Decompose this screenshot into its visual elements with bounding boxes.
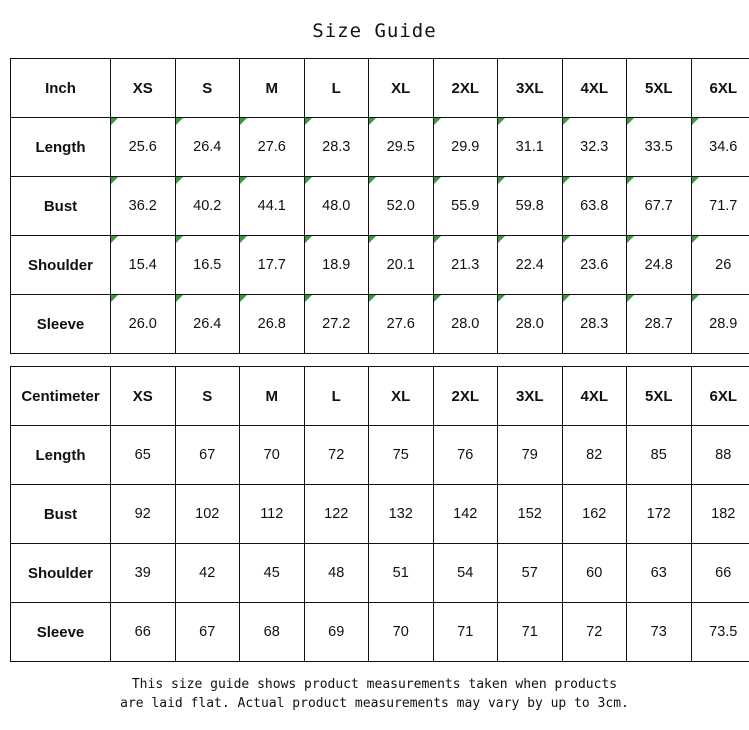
cell-bust-l: 122	[304, 485, 369, 544]
cell-shoulder-s: 16.5	[175, 236, 240, 295]
cell-length-2xl: 29.9	[433, 118, 498, 177]
cell-bust-6xl: 182	[691, 485, 749, 544]
cell-length-s: 67	[175, 426, 240, 485]
row-label-bust: Bust	[11, 177, 111, 236]
cell-length-s: 26.4	[175, 118, 240, 177]
size-header-4xl: 4XL	[562, 367, 627, 426]
size-header-m: M	[240, 59, 305, 118]
size-header-xl: XL	[369, 367, 434, 426]
size-table-centimeter	[10, 366, 749, 662]
cell-bust-m: 112	[240, 485, 305, 544]
cell-shoulder-xl: 51	[369, 544, 434, 603]
cell-shoulder-5xl: 24.8	[627, 236, 692, 295]
cell-sleeve-m: 68	[240, 603, 305, 662]
cell-length-3xl: 31.1	[498, 118, 563, 177]
footnote	[0, 662, 749, 730]
cell-length-2xl: 76	[433, 426, 498, 485]
cell-sleeve-s: 26.4	[175, 295, 240, 354]
cell-sleeve-3xl: 28.0	[498, 295, 563, 354]
row-label-length: Length	[11, 426, 111, 485]
cell-sleeve-5xl: 73	[627, 603, 692, 662]
table-row	[11, 118, 749, 177]
cell-shoulder-m: 17.7	[240, 236, 305, 295]
row-label-bust: Bust	[11, 485, 111, 544]
size-header-6xl: 6XL	[691, 59, 749, 118]
cell-length-4xl: 82	[562, 426, 627, 485]
row-label-length: Length	[11, 118, 111, 177]
size-header-xl: XL	[369, 59, 434, 118]
cell-shoulder-2xl: 21.3	[433, 236, 498, 295]
cell-length-6xl: 88	[691, 426, 749, 485]
size-header-2xl: 2XL	[433, 59, 498, 118]
unit-label-centimeter: Centimeter	[11, 367, 111, 426]
cell-sleeve-4xl: 28.3	[562, 295, 627, 354]
cell-shoulder-6xl: 66	[691, 544, 749, 603]
cell-length-m: 70	[240, 426, 305, 485]
table-row	[11, 236, 749, 295]
table-row	[11, 426, 749, 485]
cell-bust-4xl: 63.8	[562, 177, 627, 236]
cell-length-xl: 29.5	[369, 118, 434, 177]
cell-length-5xl: 33.5	[627, 118, 692, 177]
size-header-s: S	[175, 59, 240, 118]
cell-shoulder-l: 18.9	[304, 236, 369, 295]
table-header-row	[11, 59, 749, 118]
cell-bust-xl: 132	[369, 485, 434, 544]
size-header-m: M	[240, 367, 305, 426]
cell-shoulder-4xl: 60	[562, 544, 627, 603]
table-header-row	[11, 367, 749, 426]
cell-sleeve-xl: 70	[369, 603, 434, 662]
footnote-line-1: This size guide shows product measurements taken when products	[131, 677, 618, 693]
cell-length-5xl: 85	[627, 426, 692, 485]
cell-length-4xl: 32.3	[562, 118, 627, 177]
cell-length-l: 28.3	[304, 118, 369, 177]
cell-bust-2xl: 142	[433, 485, 498, 544]
cell-shoulder-l: 48	[304, 544, 369, 603]
cell-bust-3xl: 59.8	[498, 177, 563, 236]
cell-shoulder-3xl: 57	[498, 544, 563, 603]
cell-length-l: 72	[304, 426, 369, 485]
cell-bust-3xl: 152	[498, 485, 563, 544]
cell-sleeve-6xl: 73.5	[691, 603, 749, 662]
cell-bust-xs: 36.2	[111, 177, 176, 236]
cell-shoulder-6xl: 26	[691, 236, 749, 295]
cell-sleeve-3xl: 71	[498, 603, 563, 662]
size-header-s: S	[175, 367, 240, 426]
cell-shoulder-4xl: 23.6	[562, 236, 627, 295]
cell-sleeve-xs: 26.0	[111, 295, 176, 354]
cell-shoulder-s: 42	[175, 544, 240, 603]
size-header-5xl: 5XL	[627, 367, 692, 426]
size-header-xs: XS	[111, 367, 176, 426]
footnote-line-2: are laid flat. Actual product measurements may vary by up to 3cm.	[120, 696, 629, 712]
cell-length-3xl: 79	[498, 426, 563, 485]
cell-sleeve-4xl: 72	[562, 603, 627, 662]
table-row	[11, 177, 749, 236]
cell-sleeve-xs: 66	[111, 603, 176, 662]
cell-bust-4xl: 162	[562, 485, 627, 544]
size-header-6xl: 6XL	[691, 367, 749, 426]
cell-bust-6xl: 71.7	[691, 177, 749, 236]
size-header-3xl: 3XL	[498, 367, 563, 426]
cell-sleeve-5xl: 28.7	[627, 295, 692, 354]
cell-bust-s: 40.2	[175, 177, 240, 236]
cell-sleeve-l: 27.2	[304, 295, 369, 354]
size-header-l: L	[304, 59, 369, 118]
cell-bust-2xl: 55.9	[433, 177, 498, 236]
cell-sleeve-s: 67	[175, 603, 240, 662]
row-label-shoulder: Shoulder	[11, 236, 111, 295]
cell-sleeve-2xl: 71	[433, 603, 498, 662]
size-header-5xl: 5XL	[627, 59, 692, 118]
cell-shoulder-3xl: 22.4	[498, 236, 563, 295]
size-header-3xl: 3XL	[498, 59, 563, 118]
cell-shoulder-5xl: 63	[627, 544, 692, 603]
cell-length-xs: 25.6	[111, 118, 176, 177]
row-label-sleeve: Sleeve	[11, 295, 111, 354]
page-title: Size Guide	[312, 20, 437, 42]
size-table-inch	[10, 58, 749, 354]
cell-length-6xl: 34.6	[691, 118, 749, 177]
cell-sleeve-2xl: 28.0	[433, 295, 498, 354]
cell-length-m: 27.6	[240, 118, 305, 177]
size-header-2xl: 2XL	[433, 367, 498, 426]
cell-sleeve-xl: 27.6	[369, 295, 434, 354]
unit-label-inch: Inch	[11, 59, 111, 118]
inch-table-wrapper	[0, 58, 749, 354]
cell-bust-s: 102	[175, 485, 240, 544]
cell-bust-m: 44.1	[240, 177, 305, 236]
cell-shoulder-m: 45	[240, 544, 305, 603]
centimeter-table-wrapper	[0, 366, 749, 662]
cell-sleeve-l: 69	[304, 603, 369, 662]
cell-shoulder-2xl: 54	[433, 544, 498, 603]
cell-sleeve-6xl: 28.9	[691, 295, 749, 354]
size-header-4xl: 4XL	[562, 59, 627, 118]
cell-length-xs: 65	[111, 426, 176, 485]
cell-shoulder-xl: 20.1	[369, 236, 434, 295]
cell-shoulder-xs: 39	[111, 544, 176, 603]
cell-bust-xl: 52.0	[369, 177, 434, 236]
cell-length-xl: 75	[369, 426, 434, 485]
cell-shoulder-xs: 15.4	[111, 236, 176, 295]
size-header-xs: XS	[111, 59, 176, 118]
table-row	[11, 295, 749, 354]
table-separator	[0, 354, 749, 366]
cell-bust-5xl: 67.7	[627, 177, 692, 236]
size-header-l: L	[304, 367, 369, 426]
row-label-sleeve: Sleeve	[11, 603, 111, 662]
cell-bust-5xl: 172	[627, 485, 692, 544]
cell-sleeve-m: 26.8	[240, 295, 305, 354]
table-row	[11, 544, 749, 603]
cell-bust-l: 48.0	[304, 177, 369, 236]
cell-bust-xs: 92	[111, 485, 176, 544]
row-label-shoulder: Shoulder	[11, 544, 111, 603]
table-row	[11, 603, 749, 662]
table-row	[11, 485, 749, 544]
